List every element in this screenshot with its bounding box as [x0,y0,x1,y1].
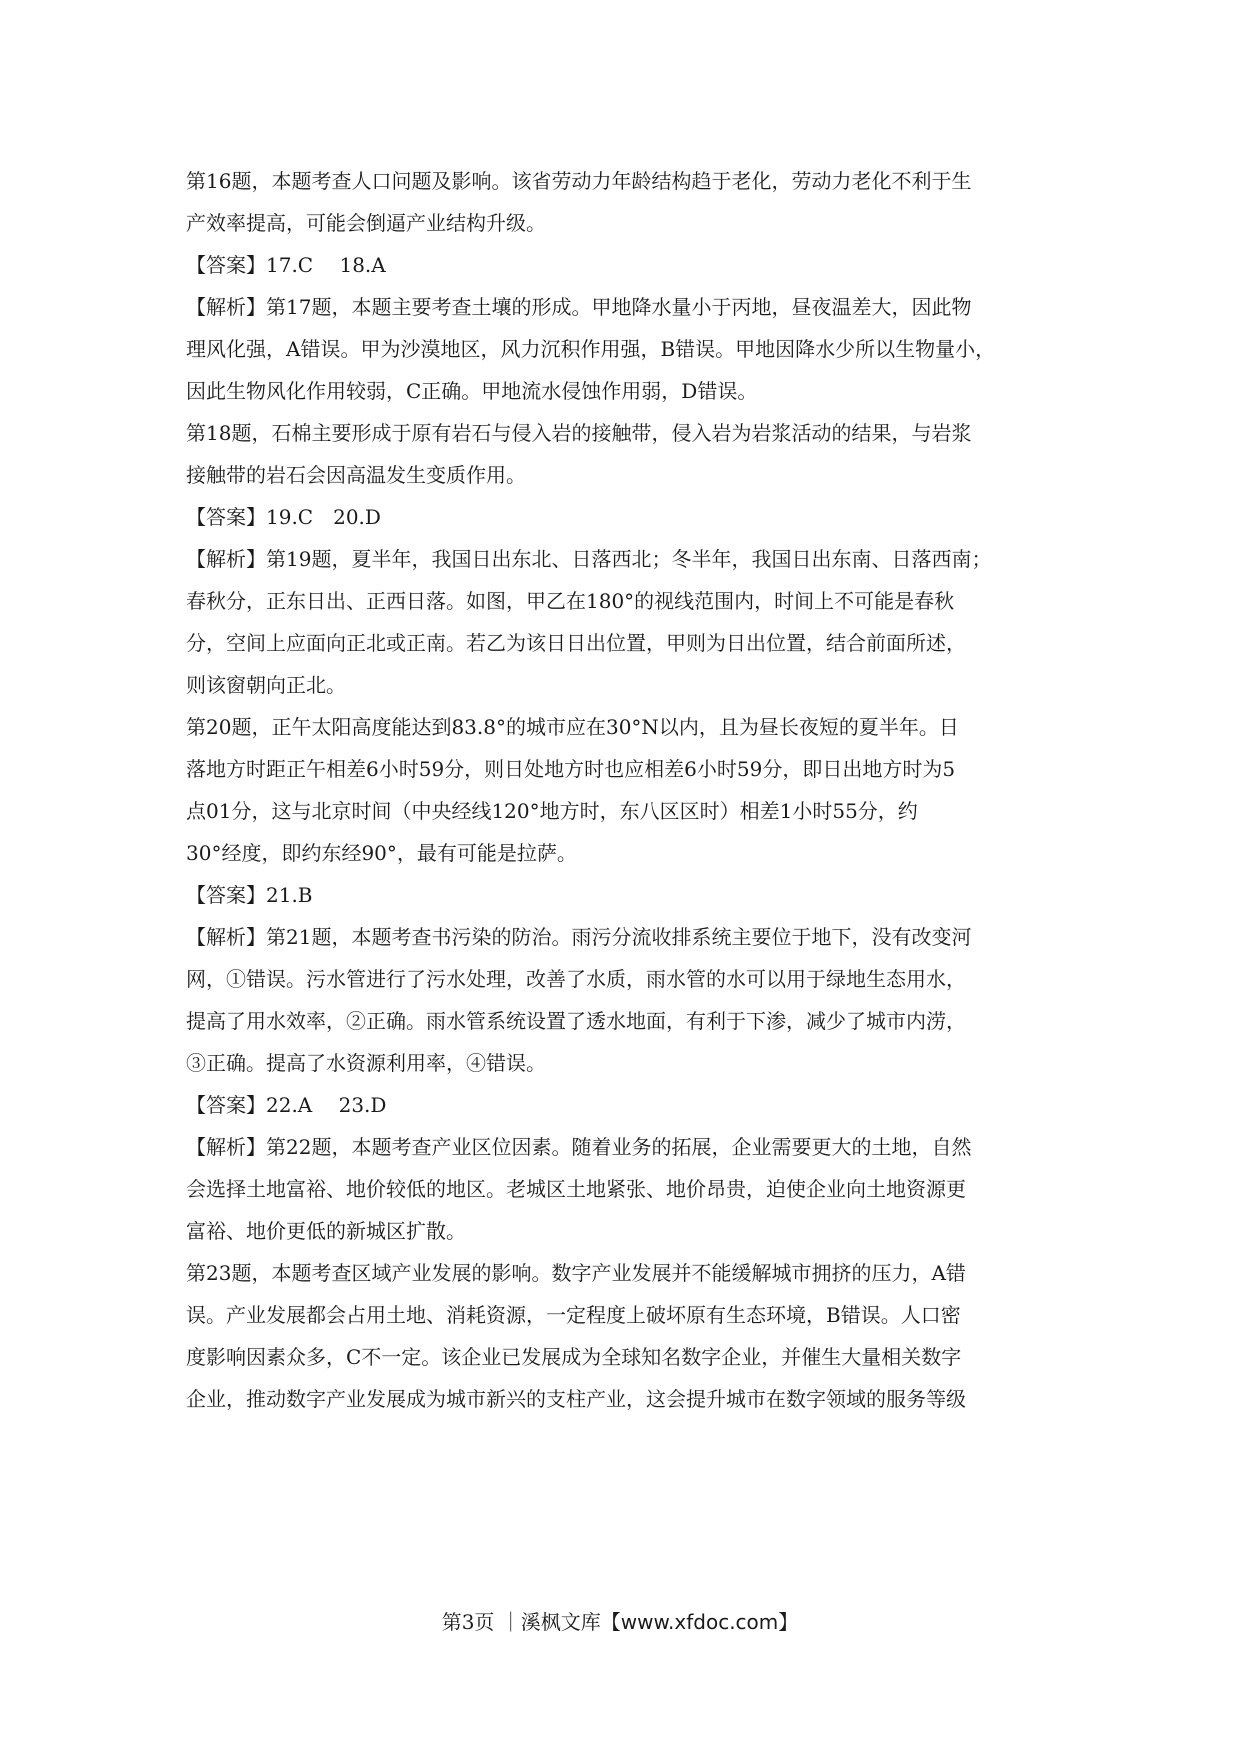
text-line: 落地方时距正午相差6小时59分，则日处地方时也应相差6小时59分，即日出地方时为5 [186,757,956,781]
footer-link[interactable]: www.xfdoc.com [620,1610,779,1634]
text-line: 春秋分，正东日出、正西日落。如图，甲乙在180°的视线范围内，时间上不可能是春秋 [186,589,955,613]
text-line: 第16题，本题考查人口问题及影响。该省劳动力年龄结构趋于老化，劳动力老化不利于生 [186,169,972,193]
text-line: 第20题，正午太阳高度能达到83.8°的城市应在30°N以内，且为昼长夜短的夏半年。日 [186,715,959,739]
text-line: 接触带的岩石会因高温发生变质作用。 [186,463,526,487]
answer-line: 【答案】17.C 18.A [186,253,386,277]
text-line: 富裕、地价更低的新城区扩散。 [186,1219,466,1243]
document-body [186,160,1056,1420]
text-line: 分，空间上应面向正北或正南。若乙为该日日出位置，甲则为日出位置，结合前面所述， [186,631,966,655]
answer-line: 【答案】19.C 20.D [186,505,381,529]
text-line: 企业，推动数字产业发展成为城市新兴的支柱产业，这会提升城市在数字领域的服务等级 [186,1387,966,1411]
explanation-line: 【解析】第17题，本题主要考查土壤的形成。甲地降水量小于丙地，昼夜温差大，因此物 [186,295,972,319]
text-line: 会选择土地富裕、地价较低的地区。老城区土地紧张、地价昂贵，迫使企业向土地资源更 [186,1177,966,1201]
text-line: 因此生物风化作用较弱，C正确。甲地流水侵蚀作用弱，D错误。 [186,379,758,403]
text-line: 点01分，这与北京时间（中央经线120°地方时，东八区区时）相差1小时55分，约 [186,799,918,823]
footer-page-label: 第3页 ｜溪枫文库【 [441,1610,621,1634]
page-footer [0,1607,1240,1637]
text-line: 产效率提高，可能会倒逼产业结构升级。 [186,211,546,235]
footer-bracket: 】 [778,1610,799,1634]
text-line: 网，①错误。污水管进行了污水处理，改善了水质，雨水管的水可以用于绿地生态用水， [186,967,966,991]
explanation-line: 【解析】第19题，夏半年，我国日出东北、日落西北；冬半年，我国日出东南、日落西南； [186,547,992,571]
text-line: 30°经度，即约东经90°，最有可能是拉萨。 [186,841,577,865]
text-line: ③正确。提高了水资源利用率，④错误。 [186,1051,546,1075]
answer-line: 【答案】22.A 23.D [186,1093,387,1117]
text-line: 误。产业发展都会占用土地、消耗资源，一定程度上破坏原有生态环境，B错误。人口密 [186,1303,961,1327]
explanation-line: 【解析】第22题，本题考查产业区位因素。随着业务的拓展，企业需要更大的土地，自然 [186,1135,972,1159]
text-line: 则该窗朝向正北。 [186,673,346,697]
text-line: 度影响因素众多，C不一定。该企业已发展成为全球知名数字企业，并催生大量相关数字 [186,1345,962,1369]
text-line: 理风化强，A错误。甲为沙漠地区，风力沉积作用强，B错误。甲地因降水少所以生物量小， [186,337,996,361]
answer-line: 【答案】21.B [186,883,313,907]
text-line: 第18题，石棉主要形成于原有岩石与侵入岩的接触带，侵入岩为岩浆活动的结果，与岩浆 [186,421,972,445]
text-line: 提高了用水效率，②正确。雨水管系统设置了透水地面，有利于下渗，减少了城市内涝， [186,1009,966,1033]
explanation-line: 【解析】第21题，本题考查书污染的防治。雨污分流收排系统主要位于地下，没有改变河 [186,925,972,949]
text-line: 第23题，本题考查区域产业发展的影响。数字产业发展并不能缓解城市拥挤的压力，A错 [186,1261,966,1285]
